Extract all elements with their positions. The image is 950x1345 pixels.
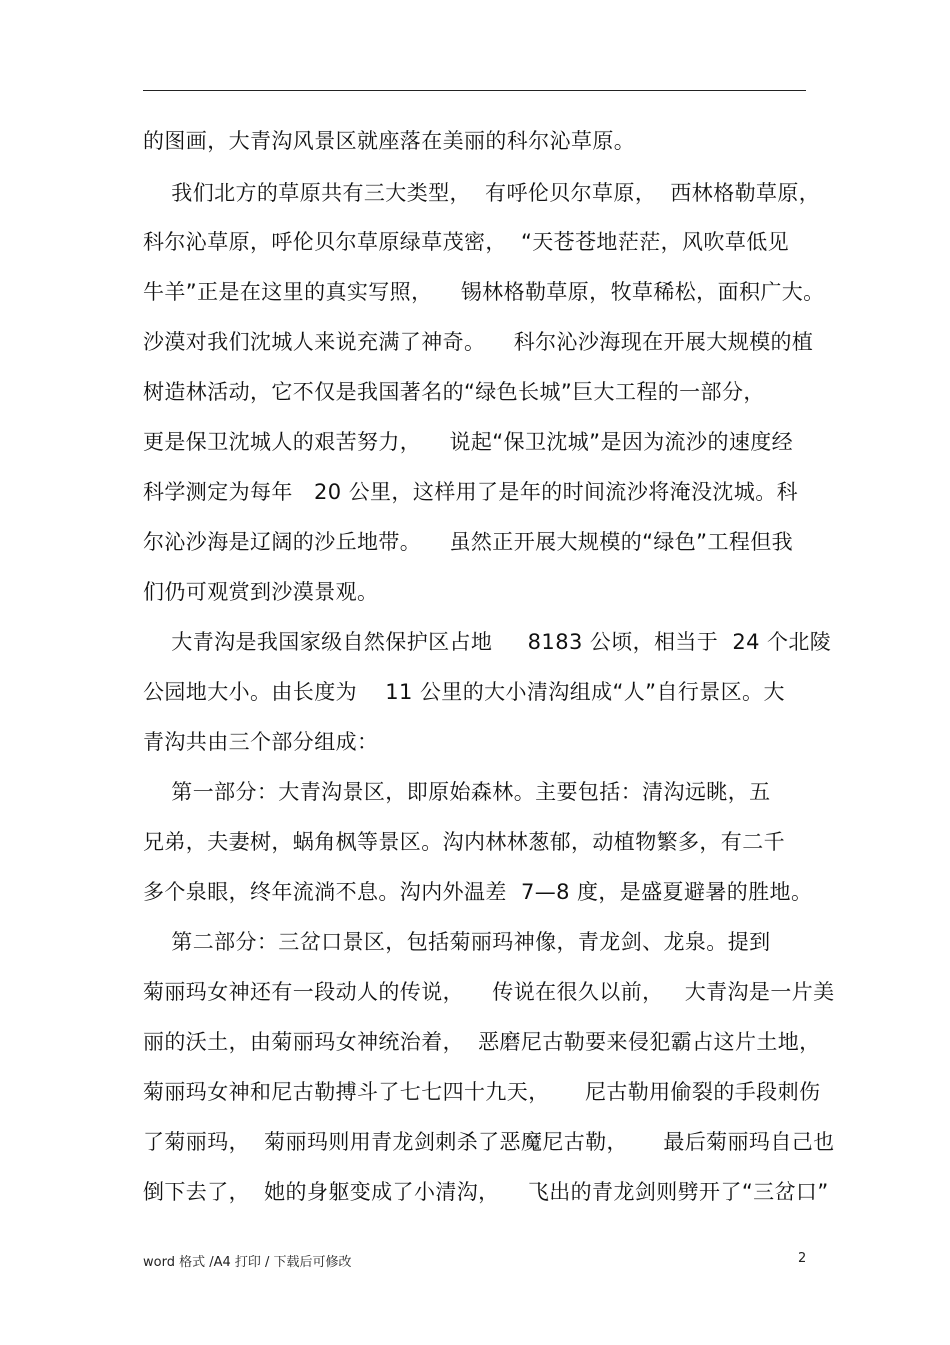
text-line: 多个泉眼，终年流淌不息。沟内外温差 7—8 度，是盛夏避暑的胜地。 [143,880,813,904]
text-line: 大青沟是我国家级自然保护区占地 8183 公顷，相当于 24 个北陵 [143,630,832,654]
text-line: 沙漠对我们沈城人来说充满了神奇。 科尔沁沙海现在开展大规模的植 [143,330,814,354]
page-number: 2 [798,1251,807,1266]
text-line: 科学测定为每年 20 公里，这样用了是年的时间流沙将淹没沈城。科 [143,480,799,504]
text-line: 的图画，大青沟风景区就座落在美丽的科尔沁草原。 [143,129,636,153]
text-line: 青沟共由三个部分组成： [143,730,379,754]
text-line: 倒下去了， 她的身躯变成了小清沟， 飞出的青龙剑则劈开了“三岔口” [143,1180,829,1204]
text-line: 第二部分：三岔口景区，包括菊丽玛神像，青龙剑、龙泉。提到 [143,930,771,954]
text-line: 菊丽玛女神和尼古勒搏斗了七七四十九天， 尼古勒用偷裂的手段刺伤 [143,1080,821,1104]
text-line: 科尔沁草原，呼伦贝尔草原绿草茂密， “天苍苍地茫茫，风吹草低见 [143,230,790,254]
text-line: 菊丽玛女神还有一段动人的传说， 传说在很久以前， 大青沟是一片美 [143,980,835,1004]
text-line: 第一部分：大青沟景区，即原始森林。主要包括：清沟远眺，五 [143,780,771,804]
text-line: 公园地大小。由长度为 11 公里的大小清沟组成“人”自行景区。大 [143,680,785,704]
header-rule [143,90,806,91]
text-line: 丽的沃土，由菊丽玛女神统治着， 恶磨尼古勒要来侵犯霸占这片土地， [143,1030,821,1054]
text-line: 兄弟，夫妻树，蜗角枫等景区。沟内林林葱郁，动植物繁多，有二千 [143,830,785,854]
text-line: 牛羊”正是在这里的真实写照， 锡林格勒草原，牧草稀松，面积广大。 [143,280,825,304]
footer-note: word 格式 /A4 打印 / 下载后可修改 [143,1255,352,1270]
text-line: 我们北方的草原共有三大类型， 有呼伦贝尔草原， 西林格勒草原， [143,181,821,205]
text-line: 更是保卫沈城人的艰苦努力， 说起“保卫沈城”是因为流沙的速度经 [143,430,794,454]
text-line: 树造林活动，它不仅是我国著名的“绿色长城”巨大工程的一部分， [143,380,765,404]
text-line: 尔沁沙海是辽阔的沙丘地带。 虽然正开展大规模的“绿色”工程但我 [143,530,794,554]
text-line: 了菊丽玛， 菊丽玛则用青龙剑刺杀了恶魔尼古勒， 最后菊丽玛自己也 [143,1130,835,1154]
text-line: 们仍可观赏到沙漠景观。 [143,580,379,604]
